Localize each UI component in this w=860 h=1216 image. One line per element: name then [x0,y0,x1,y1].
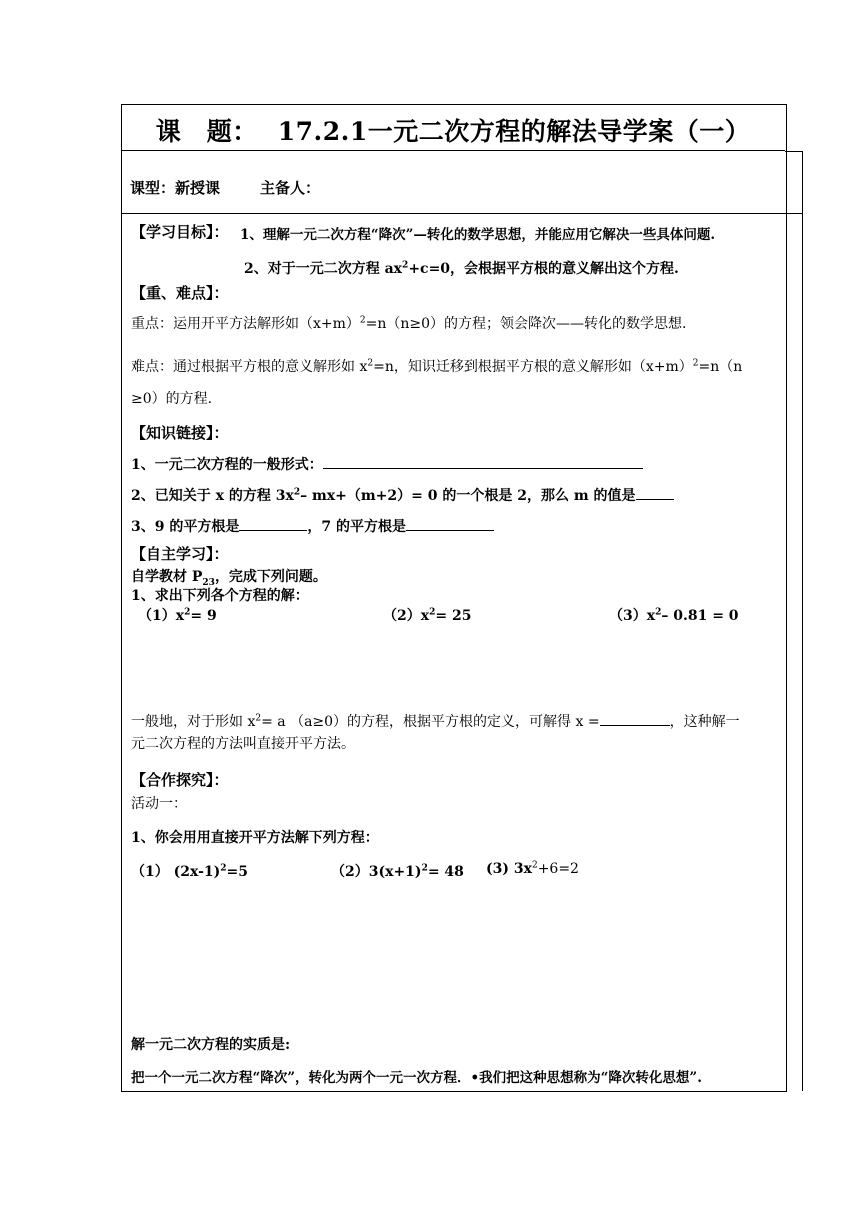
lesson-type: 课型：新授课 [130,179,221,197]
keypoints-heading: 【重、难点】： [131,284,229,302]
objectives-heading: 【学习目标】： [131,223,229,241]
page-title [121,112,785,148]
essence-text: 把一个一元二次方程“降次”，转化为两个一元一次方程．•我们把这种思想称为“降次转化思想”. [131,1070,702,1086]
title-text: 17.2.1一元二次方程的解法导学案（一） [277,117,751,146]
selfstudy-q1: 1、求出下列各个方程的解： [131,588,309,604]
selfstudy-eq3: $(3)x^2-$ 0.81 = 0 [609,607,739,624]
answer-blank[interactable] [239,517,307,531]
answer-blank[interactable] [636,486,674,500]
cooperation-q1: 1、你会用用直接开平方法解下列方程： [131,830,379,846]
knowledge-heading: 【知识链接】： [131,424,229,442]
cooperation-eq2: $(2)3(x+1)^2= 48$ [331,863,464,880]
difficulty-text: 难点：通过根据平方根的意义解形如 $x^2=n$，知识迁移到根据平方根的意义解形如$(x+m)^2=n(n$ [131,358,743,375]
cooperation-eq1: （1） $(2x-1)^2=5$ [131,863,249,880]
answer-blank[interactable] [406,517,494,531]
objective-2: 2、对于一元二次方程 $ax^2+c=0$，会根据平方根的意义解出这个方程. [244,260,679,277]
table-side-divider [785,213,802,214]
general-method-cont: 元二次方程的方法叫直接开平方法。 [131,736,355,752]
cooperation-heading: 【合作探究】： [131,771,229,789]
table-side-column [785,151,803,1091]
answer-blank[interactable] [323,455,643,469]
selfstudy-eq1: $(1)x^2= 9$ [138,607,217,624]
title-row [121,104,785,151]
title-label: 课 题： [155,117,258,146]
general-method: 一般地，对于形如 $x^2= a$ （a≥0）的方程，根据平方根的定义，可解得 x = ，这种解一 [131,713,740,730]
answer-blank[interactable] [600,712,670,726]
difficulty-text-cont: ≥0）的方程. [131,391,213,407]
objective-1: 1、理解一元二次方程“降次”—转化的数学思想，并能应用它解决一些具体问题. [240,227,716,243]
knowledge-q3: 3、9 的平方根是 ，7 的平方根是 [131,516,494,536]
selfstudy-eq2: $(2)x^2= 25$ [383,607,472,624]
selfstudy-heading: 【自主学习】： [131,545,229,563]
activity-label: 活动一： [131,796,187,812]
focus-text: 重点：运用开平方法解形如$(x+m)^2=n(n\ge 0)$的方程；领会降次——转化的数学思想. [131,315,687,332]
knowledge-q1: 1、一元二次方程的一般形式： [131,454,643,474]
essence-heading: 解一元二次方程的实质是: [131,1037,291,1053]
knowledge-q2: 2、已知关于 x 的方程 $3x^2-$ mx+（m+2）= 0 的一个根是 2，那么 m 的值是 [131,485,674,505]
selfstudy-intro: 自学教材 $P_{23}$，完成下列问题。 [131,569,327,588]
meta-row [121,151,785,214]
cooperation-eq3: (3) $3x^2+6=2$ [486,860,579,877]
preparer: 主备人： [260,179,321,197]
